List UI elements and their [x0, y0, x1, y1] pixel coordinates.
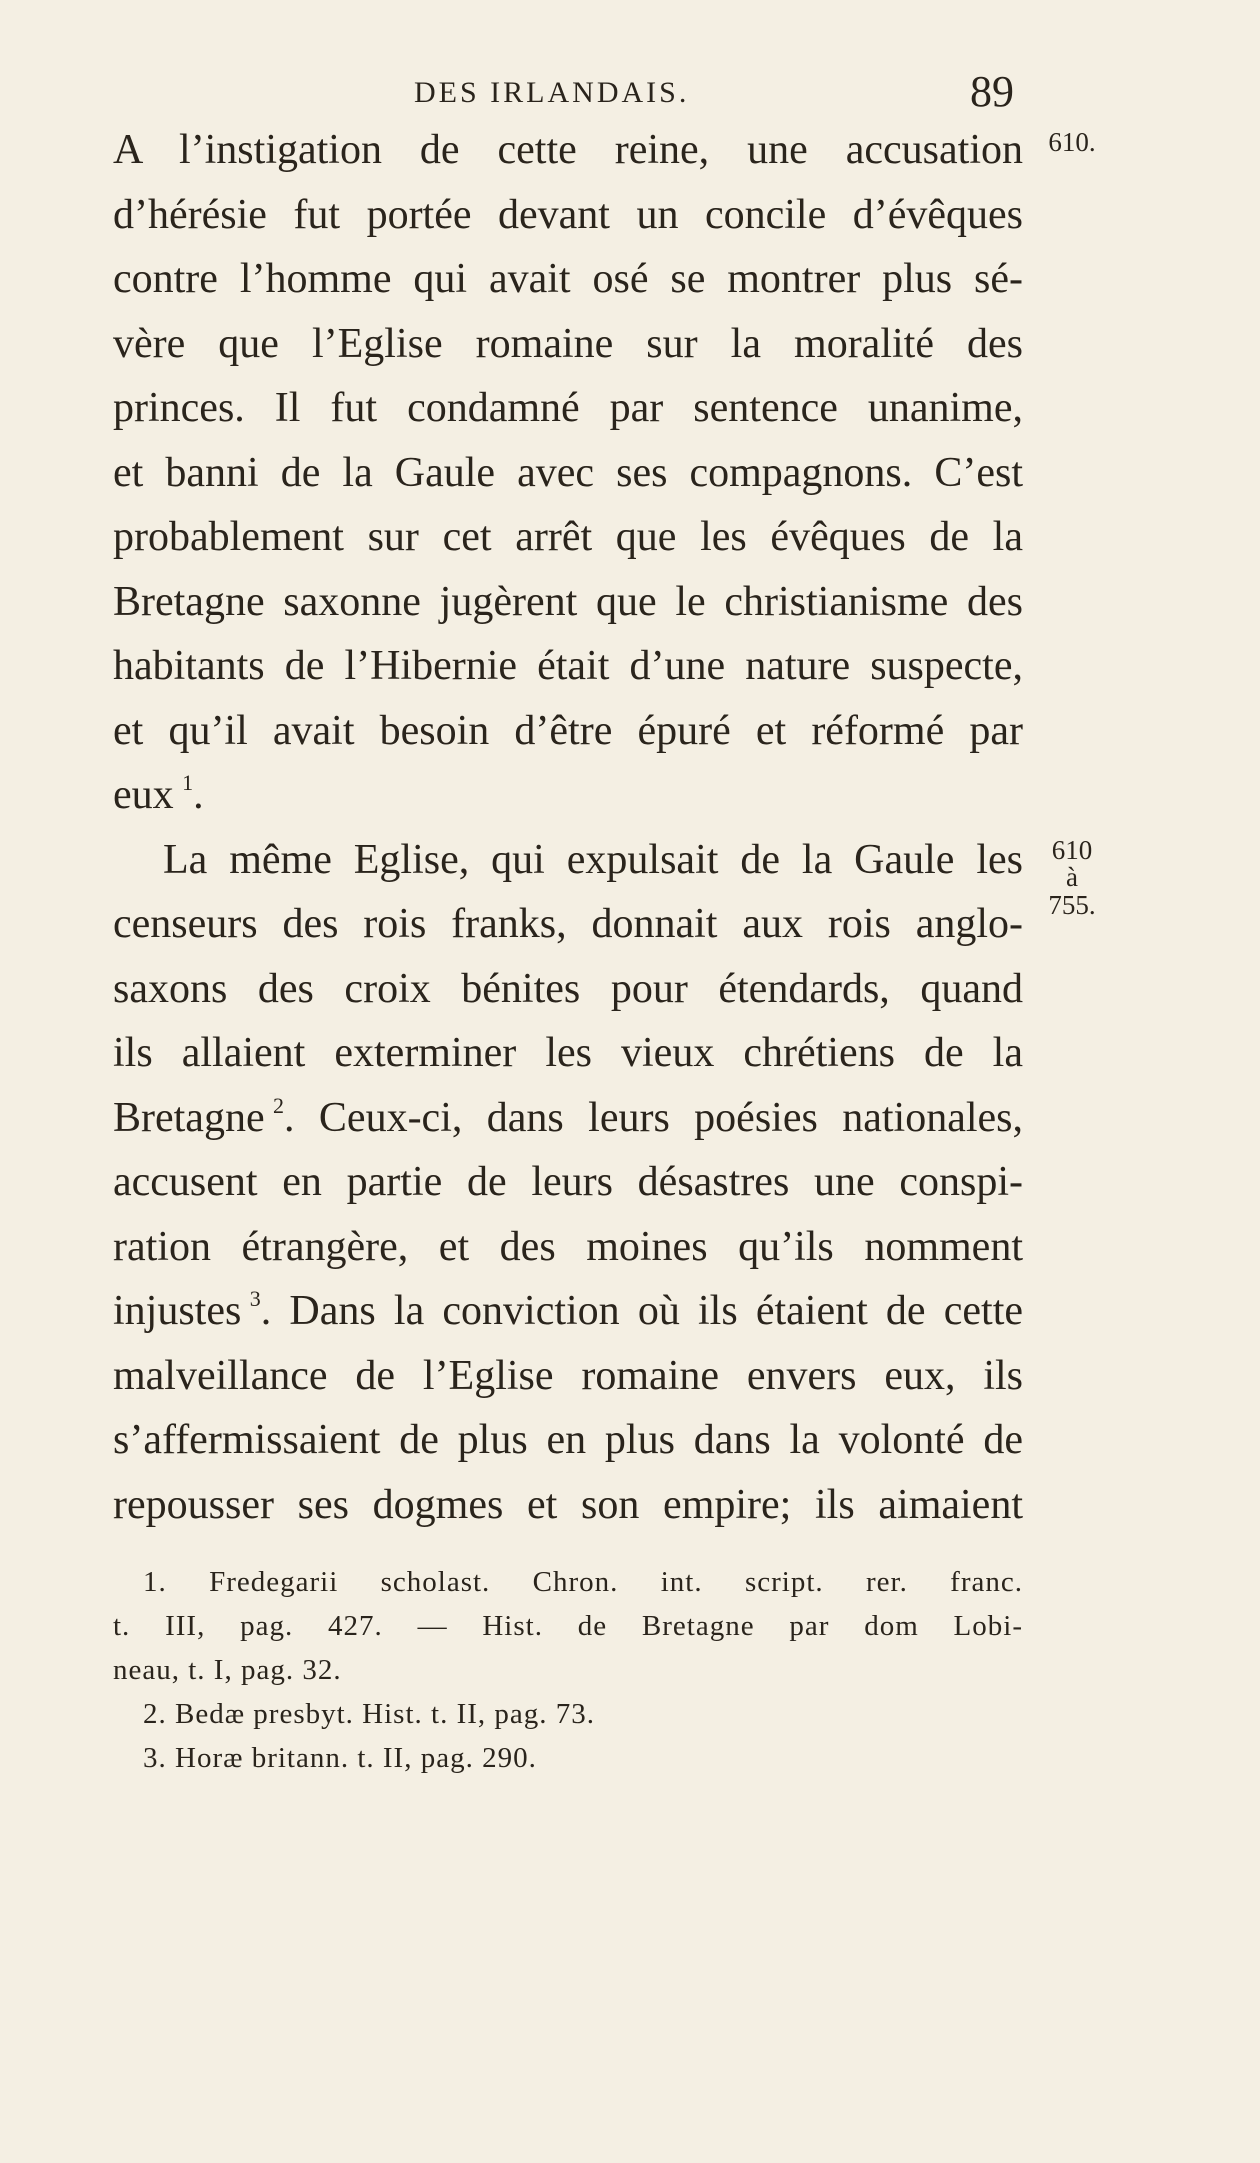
margin-date-range-start: 610 — [1051, 835, 1093, 865]
text-fragment: injustes — [113, 1288, 242, 1334]
margin-date-range-to: à — [1066, 862, 1078, 892]
footnote-ref-1: 1 — [182, 770, 194, 795]
page-header — [0, 66, 1260, 116]
text-line: vère que l’Eglise romaine sur la moralité des — [113, 320, 1023, 367]
page-number: 89 — [970, 67, 1014, 116]
text-line: habitants de l’Hibernie était d’une nature suspecte, — [113, 643, 1023, 689]
text-line: repousser ses dogmes et son empire; ils aimaient — [113, 1481, 1023, 1528]
text-line: ils allaient exterminer les vieux chrétiens de la — [113, 1030, 1023, 1076]
text-line: et banni de la Gaule avec ses compagnons. C’est — [113, 449, 1023, 496]
footnote-3: 3. Horæ britann. t. II, pag. 290. — [143, 1742, 537, 1774]
text-line — [113, 1279, 1023, 1344]
text-line — [113, 1086, 1023, 1151]
text-line: probablement sur cet arrêt que les évêques de la — [113, 514, 1023, 560]
footnotes — [113, 1560, 1023, 1780]
text-line: saxons des croix bénites pour étendards, quand — [113, 965, 1023, 1012]
text-fragment: . Dans la conviction où ils étaient de cette — [260, 1288, 1023, 1334]
main-text — [113, 118, 1023, 1537]
text-line: censeurs des rois franks, donnait aux rois anglo- — [113, 901, 1023, 947]
margin-date-range-end: 755. — [1048, 890, 1096, 920]
footnote-1-end: neau, t. I, pag. 32. — [113, 1654, 342, 1686]
text-fragment: . Ceux-ci, dans leurs poésies nationales, — [284, 1094, 1023, 1141]
text-fragment: eux — [113, 772, 174, 818]
footnote-ref-3: 3 — [249, 1286, 261, 1311]
margin-date-610: 610. — [1048, 127, 1096, 157]
text-fragment: Bretagne — [113, 1094, 265, 1141]
running-title: DES IRLANDAIS. — [414, 76, 690, 109]
text-line: princes. Il fut condamné par sentence unanime, — [113, 385, 1023, 431]
footnote-ref-2: 2 — [273, 1092, 285, 1118]
footnote-1-cont: t. III, pag. 427. — Hist. de Bretagne par dom Lobi- — [113, 1610, 1023, 1642]
text-line: accusent en partie de leurs désastres une conspi- — [113, 1159, 1023, 1205]
text-line: et qu’il avait besoin d’être épuré et réformé par — [113, 707, 1023, 754]
text-line: A l’instigation de cette reine, une accusation — [113, 127, 1023, 173]
text-line — [113, 763, 1023, 828]
text-line: La même Eglise, qui expulsait de la Gaule les — [163, 836, 1023, 883]
text-line: ration étrangère, et des moines qu’ils nomment — [113, 1223, 1023, 1270]
text-line: malveillance de l’Eglise romaine envers eux, ils — [113, 1352, 1023, 1399]
footnote-1: 1. Fredegarii scholast. Chron. int. script. rer. franc. — [143, 1566, 1023, 1598]
text-line: contre l’homme qui avait osé se montrer plus sé- — [113, 256, 1023, 302]
text-line: Bretagne saxonne jugèrent que le christianisme des — [113, 578, 1023, 625]
text-fragment: . — [193, 772, 204, 818]
footnote-2: 2. Bedæ presbyt. Hist. t. II, pag. 73. — [143, 1698, 596, 1730]
text-line: s’affermissaient de plus en plus dans la volonté de — [113, 1417, 1023, 1463]
text-line: d’hérésie fut portée devant un concile d’évêques — [113, 191, 1023, 238]
